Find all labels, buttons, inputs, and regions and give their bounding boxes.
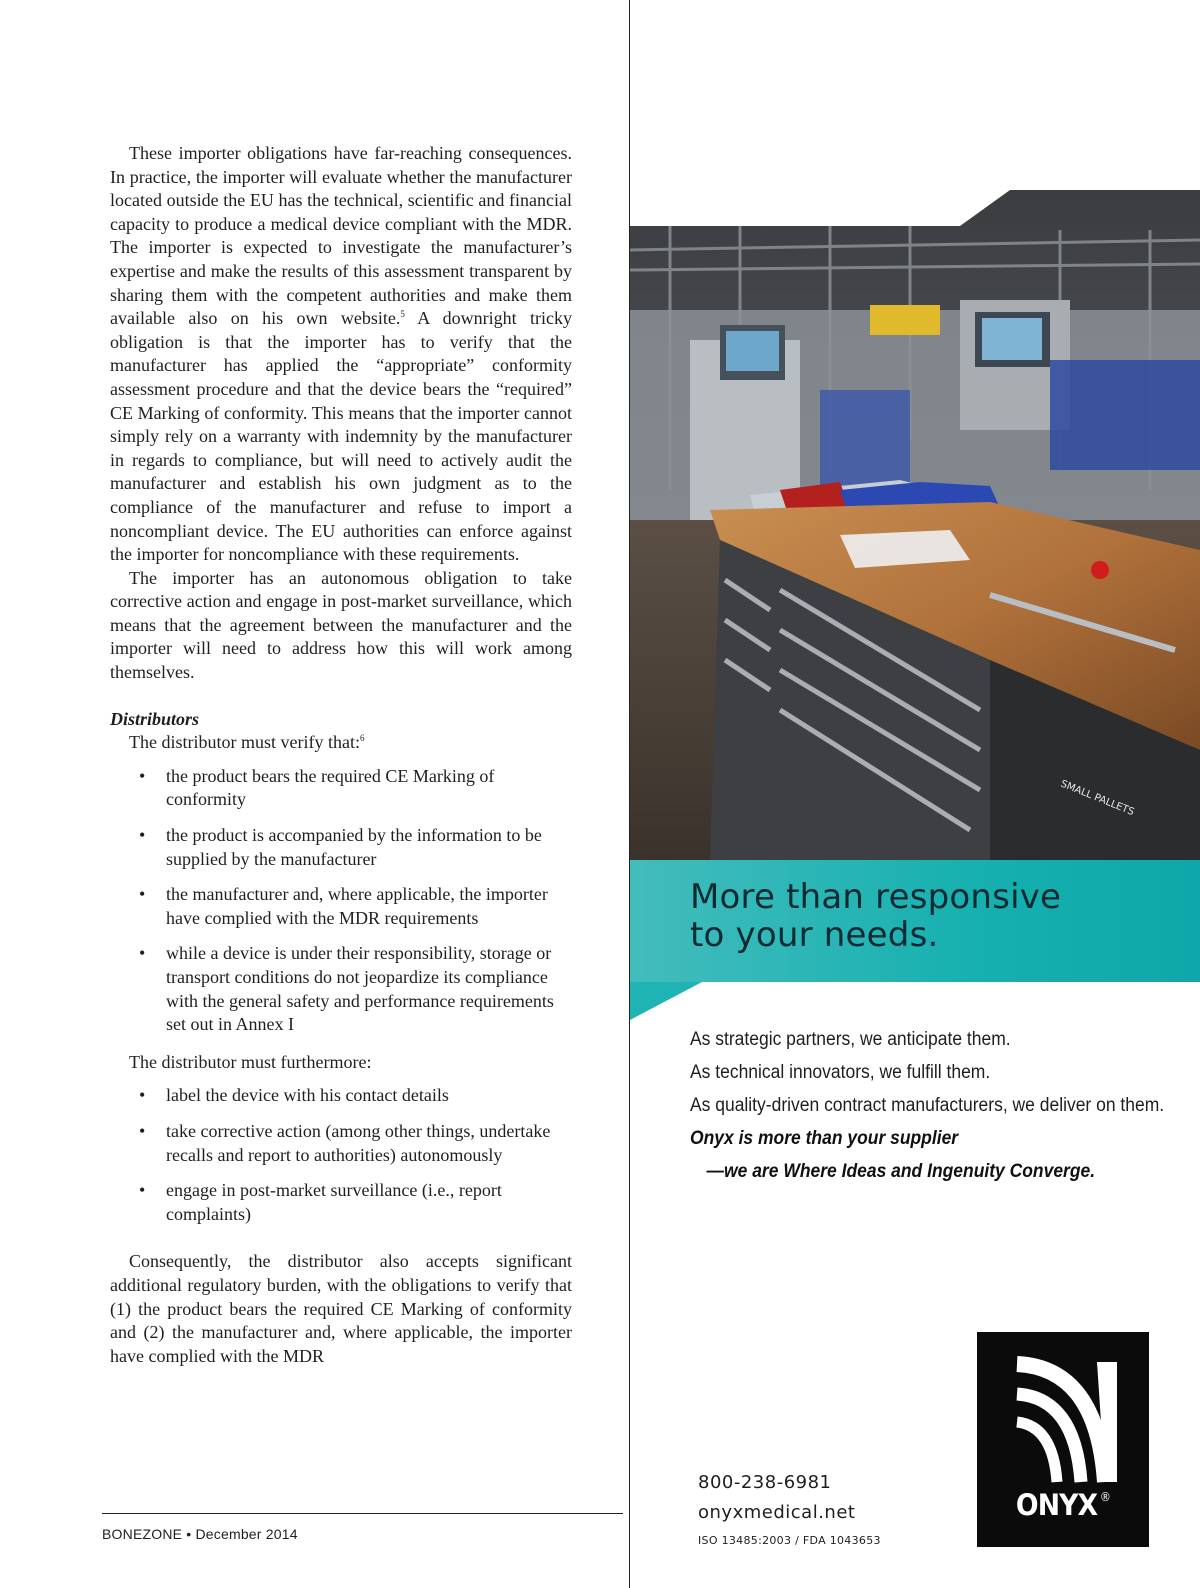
verify-lead	[129, 731, 572, 755]
paragraph-text: A downright tricky obligation is that the importer has to verify that the manufacturer has applied the “appropriate” conformity assessment procedure and that the device bears the “required” CE Marking of conformity. This means that the importer cannot simply rely on a warranty with indemnity by the manufacturer in regards to compliance, but will need to actively audit the manufacturer and establish his own judgment as to the compliance of the manufacturer and refuse to import a noncompliant device. The EU authorities can enforce against the importer for noncompliance with these requirements.	[110, 308, 572, 565]
workbench-illustration	[630, 190, 1200, 860]
logo-text: ONYX	[1015, 1488, 1098, 1522]
ad-headline-line: More than responsive	[690, 877, 1062, 917]
list-item: • the product is accompanied by the information to be supplied by the manufacturer	[166, 824, 572, 871]
list-item: • engage in post-market surveillance (i.e., report complaints)	[166, 1179, 572, 1226]
ad-line: As strategic partners, we anticipate them.	[690, 1029, 1011, 1050]
furthermore-list	[110, 1084, 572, 1226]
furthermore-lead: The distributor must furthermore:	[129, 1051, 372, 1072]
onyx-logo	[977, 1332, 1149, 1547]
verify-lead-text: The distributor must verify that:	[129, 732, 360, 753]
list-item: • while a device is under their responsibility, storage or transport conditions do not jeopardize its compliance with the general safety and performance requirements set out in Annex I	[166, 942, 572, 1036]
ad-line: As technical innovators, we fulfill them.	[690, 1062, 991, 1083]
list-item: • label the device with his contact details	[166, 1084, 572, 1108]
footer-rule	[102, 1513, 623, 1514]
ad-photo-workbench	[630, 190, 1200, 860]
certification-text: ISO 13485:2003 / FDA 1043653	[698, 1534, 881, 1547]
paragraph-importer-obligations	[110, 142, 572, 567]
website-link[interactable]: onyxmedical.net	[698, 1502, 856, 1523]
logo-wordmark	[984, 1488, 1142, 1522]
list-item: • the product bears the required CE Marking of conformity	[166, 765, 572, 812]
article-column	[110, 142, 572, 1368]
footnote-ref-5: 5	[400, 309, 405, 320]
verify-list	[110, 765, 572, 1037]
ad-line: As quality-driven contract manufacturers, we deliver on them.	[690, 1095, 1165, 1116]
ad-tagline: —we are Where Ideas and Ingenuity Converge.	[706, 1161, 1096, 1182]
list-item: • the manufacturer and, where applicable, the importer have complied with the MDR requirements	[166, 883, 572, 930]
footnote-ref-6: 6	[359, 733, 365, 744]
onyx-arcs-icon	[977, 1332, 1149, 1492]
paragraph-text: These importer obligations have far-reaching consequences. In practice, the importer will evaluate whether the manufacturer located outside the EU has the technical, scientific and financial capacity to produce a medical device compliant with the MDR. The importer is expected to investigate the manufacturer’s expertise and make the results of this assessment transparent by sharing them with the competent authorities and make them available also on his own website.	[110, 143, 572, 329]
page-footer	[102, 1526, 298, 1542]
paragraph-consequently: Consequently, the distributor also accepts significant additional regulatory burden, with the obligations to verify that (1) the product bears the required CE Marking of conformity and (2) the manufacturer and, where applicable, the importer have complied with the MDR	[110, 1251, 572, 1366]
footer-separator: •	[186, 1526, 192, 1542]
ad-body	[690, 1023, 1200, 1188]
issue-date: December 2014	[195, 1526, 298, 1542]
ad-tagline: Onyx is more than your supplier	[690, 1128, 959, 1149]
publication-name: BONEZONE	[102, 1526, 183, 1542]
section-heading-distributors: Distributors	[110, 708, 200, 729]
list-item: • take corrective action (among other things, undertake recalls and report to authorities) autonomously	[166, 1120, 572, 1167]
drawer-label: SMALL PALLETS	[1058, 778, 1136, 819]
ad-headline	[690, 878, 1061, 954]
ad-headline-wedge	[630, 982, 702, 1020]
ad-headline-line: to your needs.	[690, 915, 939, 955]
ad-contact	[698, 1468, 881, 1547]
micrometer	[1091, 561, 1109, 579]
paragraph-importer-autonomous: The importer has an autonomous obligation to take corrective action and engage in post-market surveillance, which means that the agreement between the manufacturer and the importer will need to address how this will work among themselves.	[110, 567, 572, 683]
robot-arm	[870, 305, 940, 335]
registered-mark: ®	[1099, 1490, 1111, 1504]
phone-number[interactable]: 800-238-6981	[698, 1472, 832, 1493]
